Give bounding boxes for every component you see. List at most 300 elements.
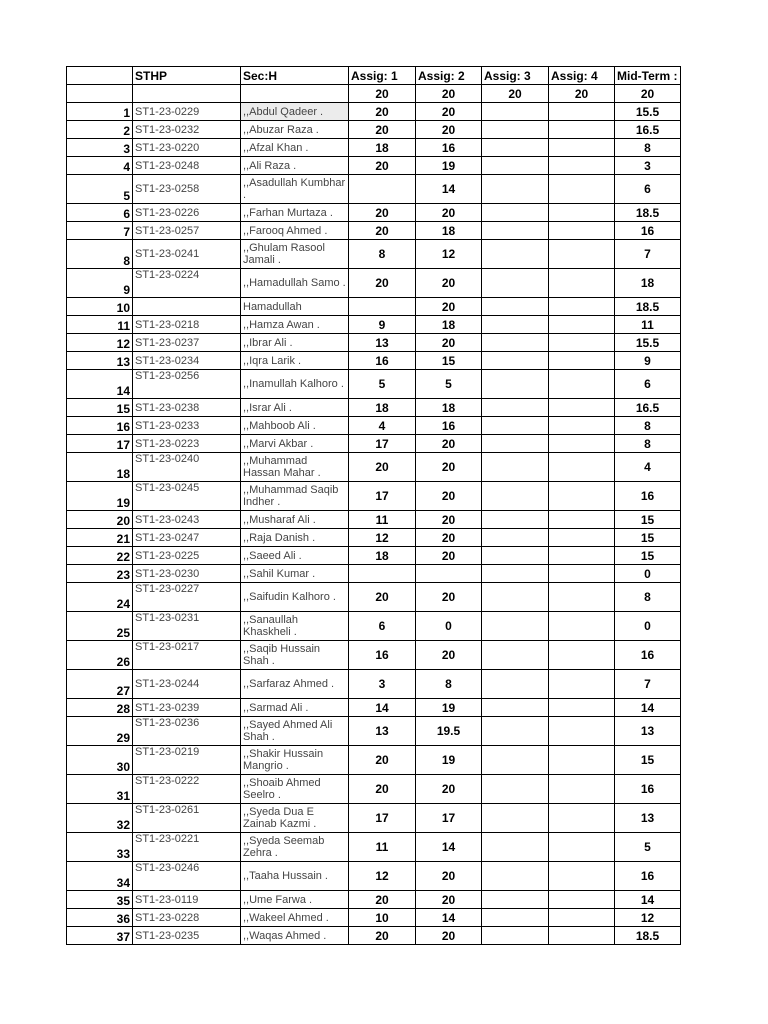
assignment-4-mark xyxy=(549,399,615,417)
student-row xyxy=(67,529,681,547)
student-name: ,,Hamadullah Samo . xyxy=(241,269,349,298)
assignment-3-mark xyxy=(482,547,549,565)
assignment-2-mark: 5 xyxy=(416,370,482,399)
roll-number: ST1-23-0221 xyxy=(133,833,241,862)
mid-term-mark: 18 xyxy=(615,269,681,298)
assignment-4-mark xyxy=(549,316,615,334)
assignment-2-mark: 20 xyxy=(416,453,482,482)
student-name: ,,Shoaib Ahmed Seelro . xyxy=(241,775,349,804)
roll-number: ST1-23-0246 xyxy=(133,862,241,891)
assignment-4-mark xyxy=(549,370,615,399)
student-name: Hamadullah xyxy=(241,298,349,316)
mid-term-mark: 18.5 xyxy=(615,927,681,945)
mid-term-mark: 3 xyxy=(615,157,681,175)
student-row xyxy=(67,482,681,511)
assignment-2-mark: 19.5 xyxy=(416,717,482,746)
assignment-1-mark: 3 xyxy=(349,670,416,699)
assignment-1-mark: 16 xyxy=(349,641,416,670)
assignment-4-mark xyxy=(549,909,615,927)
serial-number: 12 xyxy=(67,334,133,352)
serial-number: 9 xyxy=(67,269,133,298)
assignment-1-mark xyxy=(349,565,416,583)
roll-number: ST1-23-0240 xyxy=(133,453,241,482)
assignment-3-mark xyxy=(482,511,549,529)
student-row xyxy=(67,775,681,804)
assignment-3-mark xyxy=(482,435,549,453)
assignment-1-mark: 20 xyxy=(349,121,416,139)
student-row xyxy=(67,435,681,453)
assignment-4-mark xyxy=(549,298,615,316)
serial-number: 5 xyxy=(67,175,133,204)
student-row xyxy=(67,641,681,670)
assignment-2-mark: 16 xyxy=(416,417,482,435)
assignment-2-mark: 19 xyxy=(416,746,482,775)
assignment-3-mark xyxy=(482,833,549,862)
student-name: ,,Musharaf Ali . xyxy=(241,511,349,529)
roll-number: ST1-23-0119 xyxy=(133,891,241,909)
serial-number: 30 xyxy=(67,746,133,775)
serial-number: 7 xyxy=(67,222,133,240)
roll-number: ST1-23-0229 xyxy=(133,103,241,121)
mid-term-mark: 14 xyxy=(615,891,681,909)
assignment-1-mark: 8 xyxy=(349,240,416,269)
student-name: ,,Saifudin Kalhoro . xyxy=(241,583,349,612)
column-header: Sec:H xyxy=(241,67,349,85)
roll-number: ST1-23-0258 xyxy=(133,175,241,204)
serial-number: 1 xyxy=(67,103,133,121)
student-row xyxy=(67,139,681,157)
student-name: ,,Asadullah Kumbhar . xyxy=(241,175,349,204)
column-header: Assig: 1 xyxy=(349,67,416,85)
assignment-4-mark xyxy=(549,139,615,157)
assignment-2-mark: 20 xyxy=(416,529,482,547)
serial-number: 19 xyxy=(67,482,133,511)
student-row xyxy=(67,583,681,612)
mid-term-mark: 16 xyxy=(615,482,681,511)
student-row xyxy=(67,121,681,139)
mid-term-mark: 7 xyxy=(615,240,681,269)
student-row xyxy=(67,862,681,891)
roll-number: ST1-23-0234 xyxy=(133,352,241,370)
assignment-2-mark: 20 xyxy=(416,435,482,453)
assignment-4-mark xyxy=(549,583,615,612)
student-name: ,,Iqra Larik . xyxy=(241,352,349,370)
assignment-3-mark xyxy=(482,804,549,833)
column-header: Mid-Term : xyxy=(615,67,681,85)
mid-term-mark: 13 xyxy=(615,804,681,833)
student-name: ,,Ume Farwa . xyxy=(241,891,349,909)
student-row xyxy=(67,891,681,909)
roll-number: ST1-23-0218 xyxy=(133,316,241,334)
column-header: Assig: 3 xyxy=(482,67,549,85)
assignment-1-mark: 20 xyxy=(349,775,416,804)
serial-number: 33 xyxy=(67,833,133,862)
serial-number: 15 xyxy=(67,399,133,417)
assignment-3-mark xyxy=(482,699,549,717)
assignment-4-mark xyxy=(549,121,615,139)
roll-number: ST1-23-0243 xyxy=(133,511,241,529)
student-row xyxy=(67,565,681,583)
mid-term-mark: 8 xyxy=(615,583,681,612)
max-marks-cell: 20 xyxy=(349,85,416,103)
assignment-3-mark xyxy=(482,103,549,121)
assignment-1-mark: 20 xyxy=(349,222,416,240)
student-row xyxy=(67,352,681,370)
student-row xyxy=(67,175,681,204)
mid-term-mark: 7 xyxy=(615,670,681,699)
assignment-1-mark: 18 xyxy=(349,399,416,417)
assignment-3-mark xyxy=(482,352,549,370)
column-header: Assig: 4 xyxy=(549,67,615,85)
assignment-2-mark: 20 xyxy=(416,547,482,565)
header-row xyxy=(67,67,681,85)
column-header xyxy=(67,67,133,85)
student-name: ,,Muhammad Saqib Indher . xyxy=(241,482,349,511)
assignment-4-mark xyxy=(549,334,615,352)
student-name: ,,Taaha Hussain . xyxy=(241,862,349,891)
assignment-4-mark xyxy=(549,240,615,269)
roll-number: ST1-23-0257 xyxy=(133,222,241,240)
assignment-3-mark xyxy=(482,529,549,547)
mid-term-mark: 16 xyxy=(615,775,681,804)
assignment-1-mark: 20 xyxy=(349,891,416,909)
student-row xyxy=(67,298,681,316)
serial-number: 36 xyxy=(67,909,133,927)
assignment-2-mark: 20 xyxy=(416,927,482,945)
assignment-2-mark: 14 xyxy=(416,909,482,927)
student-name: ,,Ali Raza . xyxy=(241,157,349,175)
assignment-1-mark: 17 xyxy=(349,482,416,511)
mid-term-mark: 6 xyxy=(615,370,681,399)
roll-number: ST1-23-0225 xyxy=(133,547,241,565)
assignment-3-mark xyxy=(482,399,549,417)
assignment-2-mark: 20 xyxy=(416,641,482,670)
mid-term-mark: 8 xyxy=(615,435,681,453)
assignment-2-mark: 0 xyxy=(416,612,482,641)
student-row xyxy=(67,399,681,417)
assignment-3-mark xyxy=(482,121,549,139)
student-row xyxy=(67,909,681,927)
student-name: ,,Muhammad Hassan Mahar . xyxy=(241,453,349,482)
assignment-1-mark xyxy=(349,298,416,316)
roll-number: ST1-23-0235 xyxy=(133,927,241,945)
assignment-2-mark: 16 xyxy=(416,139,482,157)
roll-number: ST1-23-0231 xyxy=(133,612,241,641)
student-name: ,,Farhan Murtaza . xyxy=(241,204,349,222)
assignment-3-mark xyxy=(482,269,549,298)
student-row xyxy=(67,927,681,945)
assignment-4-mark xyxy=(549,453,615,482)
student-name: ,,Saqib Hussain Shah . xyxy=(241,641,349,670)
assignment-4-mark xyxy=(549,775,615,804)
assignment-4-mark xyxy=(549,435,615,453)
student-name: ,,Ghulam Rasool Jamali . xyxy=(241,240,349,269)
assignment-4-mark xyxy=(549,417,615,435)
student-name: ,,Hamza Awan . xyxy=(241,316,349,334)
student-row xyxy=(67,746,681,775)
assignment-1-mark: 20 xyxy=(349,157,416,175)
assignment-4-mark xyxy=(549,717,615,746)
student-name: ,,Raja Danish . xyxy=(241,529,349,547)
assignment-2-mark: 20 xyxy=(416,269,482,298)
student-row xyxy=(67,240,681,269)
mid-term-mark: 15 xyxy=(615,529,681,547)
assignment-2-mark: 14 xyxy=(416,833,482,862)
assignment-4-mark xyxy=(549,804,615,833)
assignment-3-mark xyxy=(482,453,549,482)
student-row xyxy=(67,204,681,222)
max-marks-cell: 20 xyxy=(615,85,681,103)
assignment-4-mark xyxy=(549,565,615,583)
serial-number: 21 xyxy=(67,529,133,547)
assignment-3-mark xyxy=(482,316,549,334)
mid-term-mark: 4 xyxy=(615,453,681,482)
mid-term-mark: 18.5 xyxy=(615,298,681,316)
mid-term-mark: 16 xyxy=(615,222,681,240)
student-name: ,,Ibrar Ali . xyxy=(241,334,349,352)
assignment-2-mark: 19 xyxy=(416,699,482,717)
assignment-4-mark xyxy=(549,222,615,240)
student-row xyxy=(67,370,681,399)
student-name: ,,Sayed Ahmed Ali Shah . xyxy=(241,717,349,746)
assignment-4-mark xyxy=(549,891,615,909)
serial-number: 31 xyxy=(67,775,133,804)
student-name: ,,Abdul Qadeer . xyxy=(241,103,349,121)
serial-number: 28 xyxy=(67,699,133,717)
roll-number: ST1-23-0222 xyxy=(133,775,241,804)
mid-term-mark: 6 xyxy=(615,175,681,204)
serial-number: 13 xyxy=(67,352,133,370)
assignment-2-mark xyxy=(416,565,482,583)
roll-number: ST1-23-0245 xyxy=(133,482,241,511)
assignment-3-mark xyxy=(482,775,549,804)
assignment-1-mark: 17 xyxy=(349,804,416,833)
assignment-1-mark: 12 xyxy=(349,529,416,547)
assignment-3-mark xyxy=(482,927,549,945)
student-name: ,,Syeda Seemab Zehra . xyxy=(241,833,349,862)
serial-number: 26 xyxy=(67,641,133,670)
roll-number: ST1-23-0223 xyxy=(133,435,241,453)
roll-number: ST1-23-0224 xyxy=(133,269,241,298)
assignment-4-mark xyxy=(549,612,615,641)
marks-sheet xyxy=(66,66,681,945)
assignment-2-mark: 18 xyxy=(416,399,482,417)
max-marks-cell xyxy=(133,85,241,103)
column-header: STHP xyxy=(133,67,241,85)
serial-number: 34 xyxy=(67,862,133,891)
student-name: ,,Israr Ali . xyxy=(241,399,349,417)
assignment-1-mark: 10 xyxy=(349,909,416,927)
serial-number: 6 xyxy=(67,204,133,222)
assignment-1-mark xyxy=(349,175,416,204)
assignment-2-mark: 14 xyxy=(416,175,482,204)
assignment-2-mark: 20 xyxy=(416,103,482,121)
serial-number: 20 xyxy=(67,511,133,529)
student-row xyxy=(67,103,681,121)
assignment-3-mark xyxy=(482,240,549,269)
student-row xyxy=(67,699,681,717)
roll-number: ST1-23-0237 xyxy=(133,334,241,352)
student-name: ,,Abuzar Raza . xyxy=(241,121,349,139)
assignment-3-mark xyxy=(482,222,549,240)
assignment-2-mark: 12 xyxy=(416,240,482,269)
student-name: ,,Shakir Hussain Mangrio . xyxy=(241,746,349,775)
serial-number: 3 xyxy=(67,139,133,157)
student-row xyxy=(67,334,681,352)
assignment-3-mark xyxy=(482,641,549,670)
assignment-1-mark: 14 xyxy=(349,699,416,717)
student-name: ,,Waqas Ahmed . xyxy=(241,927,349,945)
assignment-2-mark: 20 xyxy=(416,583,482,612)
student-row xyxy=(67,717,681,746)
assignment-2-mark: 18 xyxy=(416,316,482,334)
student-row xyxy=(67,417,681,435)
serial-number: 10 xyxy=(67,298,133,316)
assignment-1-mark: 13 xyxy=(349,717,416,746)
assignment-4-mark xyxy=(549,511,615,529)
assignment-1-mark: 18 xyxy=(349,547,416,565)
student-name: ,,Wakeel Ahmed . xyxy=(241,909,349,927)
student-row xyxy=(67,269,681,298)
assignment-3-mark xyxy=(482,909,549,927)
assignment-2-mark: 20 xyxy=(416,862,482,891)
assignment-4-mark xyxy=(549,157,615,175)
max-marks-cell: 20 xyxy=(549,85,615,103)
assignment-1-mark: 17 xyxy=(349,435,416,453)
assignment-2-mark: 19 xyxy=(416,157,482,175)
student-name: ,,Marvi Akbar . xyxy=(241,435,349,453)
assignment-1-mark: 6 xyxy=(349,612,416,641)
assignment-1-mark: 12 xyxy=(349,862,416,891)
max-marks-cell xyxy=(67,85,133,103)
student-name: ,,Sahil Kumar . xyxy=(241,565,349,583)
student-name: ,,Afzal Khan . xyxy=(241,139,349,157)
student-name: ,,Saeed Ali . xyxy=(241,547,349,565)
assignment-2-mark: 20 xyxy=(416,334,482,352)
roll-number: ST1-23-0244 xyxy=(133,670,241,699)
mid-term-mark: 5 xyxy=(615,833,681,862)
serial-number: 25 xyxy=(67,612,133,641)
mid-term-mark: 8 xyxy=(615,139,681,157)
roll-number: ST1-23-0261 xyxy=(133,804,241,833)
max-marks-cell xyxy=(241,85,349,103)
assignment-1-mark: 5 xyxy=(349,370,416,399)
assignment-1-mark: 13 xyxy=(349,334,416,352)
assignment-1-mark: 20 xyxy=(349,927,416,945)
assignment-4-mark xyxy=(549,699,615,717)
assignment-3-mark xyxy=(482,298,549,316)
serial-number: 8 xyxy=(67,240,133,269)
assignment-2-mark: 18 xyxy=(416,222,482,240)
assignment-1-mark: 20 xyxy=(349,453,416,482)
mid-term-mark: 9 xyxy=(615,352,681,370)
student-name: ,,Sanaullah Khaskheli . xyxy=(241,612,349,641)
assignment-4-mark xyxy=(549,927,615,945)
assignment-4-mark xyxy=(549,103,615,121)
student-name: ,,Mahboob Ali . xyxy=(241,417,349,435)
serial-number: 17 xyxy=(67,435,133,453)
roll-number: ST1-23-0226 xyxy=(133,204,241,222)
mid-term-mark: 8 xyxy=(615,417,681,435)
mid-term-mark: 16 xyxy=(615,641,681,670)
serial-number: 2 xyxy=(67,121,133,139)
mid-term-mark: 18.5 xyxy=(615,204,681,222)
student-row xyxy=(67,511,681,529)
assignment-3-mark xyxy=(482,612,549,641)
assignment-1-mark: 20 xyxy=(349,269,416,298)
assignment-2-mark: 8 xyxy=(416,670,482,699)
max-marks-row xyxy=(67,85,681,103)
serial-number: 4 xyxy=(67,157,133,175)
assignment-4-mark xyxy=(549,529,615,547)
assignment-4-mark xyxy=(549,547,615,565)
assignment-2-mark: 20 xyxy=(416,891,482,909)
mid-term-mark: 16 xyxy=(615,862,681,891)
assignment-1-mark: 20 xyxy=(349,204,416,222)
assignment-3-mark xyxy=(482,482,549,511)
serial-number: 29 xyxy=(67,717,133,746)
assignment-4-mark xyxy=(549,352,615,370)
student-name: ,,Syeda Dua E Zainab Kazmi . xyxy=(241,804,349,833)
assignment-3-mark xyxy=(482,175,549,204)
assignment-4-mark xyxy=(549,204,615,222)
student-name: ,,Sarfaraz Ahmed . xyxy=(241,670,349,699)
roll-number: ST1-23-0236 xyxy=(133,717,241,746)
max-marks-cell: 20 xyxy=(416,85,482,103)
serial-number: 37 xyxy=(67,927,133,945)
assignment-4-mark xyxy=(549,175,615,204)
serial-number: 23 xyxy=(67,565,133,583)
mid-term-mark: 15 xyxy=(615,746,681,775)
assignment-1-mark: 16 xyxy=(349,352,416,370)
serial-number: 27 xyxy=(67,670,133,699)
student-row xyxy=(67,612,681,641)
assignment-3-mark xyxy=(482,862,549,891)
roll-number xyxy=(133,298,241,316)
student-row xyxy=(67,316,681,334)
mid-term-mark: 16.5 xyxy=(615,121,681,139)
serial-number: 11 xyxy=(67,316,133,334)
assignment-1-mark: 11 xyxy=(349,833,416,862)
mid-term-mark: 0 xyxy=(615,612,681,641)
roll-number: ST1-23-0228 xyxy=(133,909,241,927)
serial-number: 32 xyxy=(67,804,133,833)
student-row xyxy=(67,157,681,175)
assignment-1-mark: 4 xyxy=(349,417,416,435)
assignment-3-mark xyxy=(482,891,549,909)
roll-number: ST1-23-0219 xyxy=(133,746,241,775)
assignment-2-mark: 20 xyxy=(416,482,482,511)
serial-number: 24 xyxy=(67,583,133,612)
assignment-2-mark: 20 xyxy=(416,775,482,804)
mid-term-mark: 15 xyxy=(615,511,681,529)
assignment-3-mark xyxy=(482,717,549,746)
student-row xyxy=(67,833,681,862)
max-marks-cell: 20 xyxy=(482,85,549,103)
roll-number: ST1-23-0238 xyxy=(133,399,241,417)
student-row xyxy=(67,670,681,699)
student-row xyxy=(67,222,681,240)
assignment-1-mark: 18 xyxy=(349,139,416,157)
student-name: ,,Inamullah Kalhoro . xyxy=(241,370,349,399)
assignment-3-mark xyxy=(482,139,549,157)
assignment-2-mark: 20 xyxy=(416,298,482,316)
assignment-3-mark xyxy=(482,565,549,583)
assignment-1-mark: 11 xyxy=(349,511,416,529)
mid-term-mark: 16.5 xyxy=(615,399,681,417)
assignment-2-mark: 17 xyxy=(416,804,482,833)
assignment-1-mark: 20 xyxy=(349,746,416,775)
